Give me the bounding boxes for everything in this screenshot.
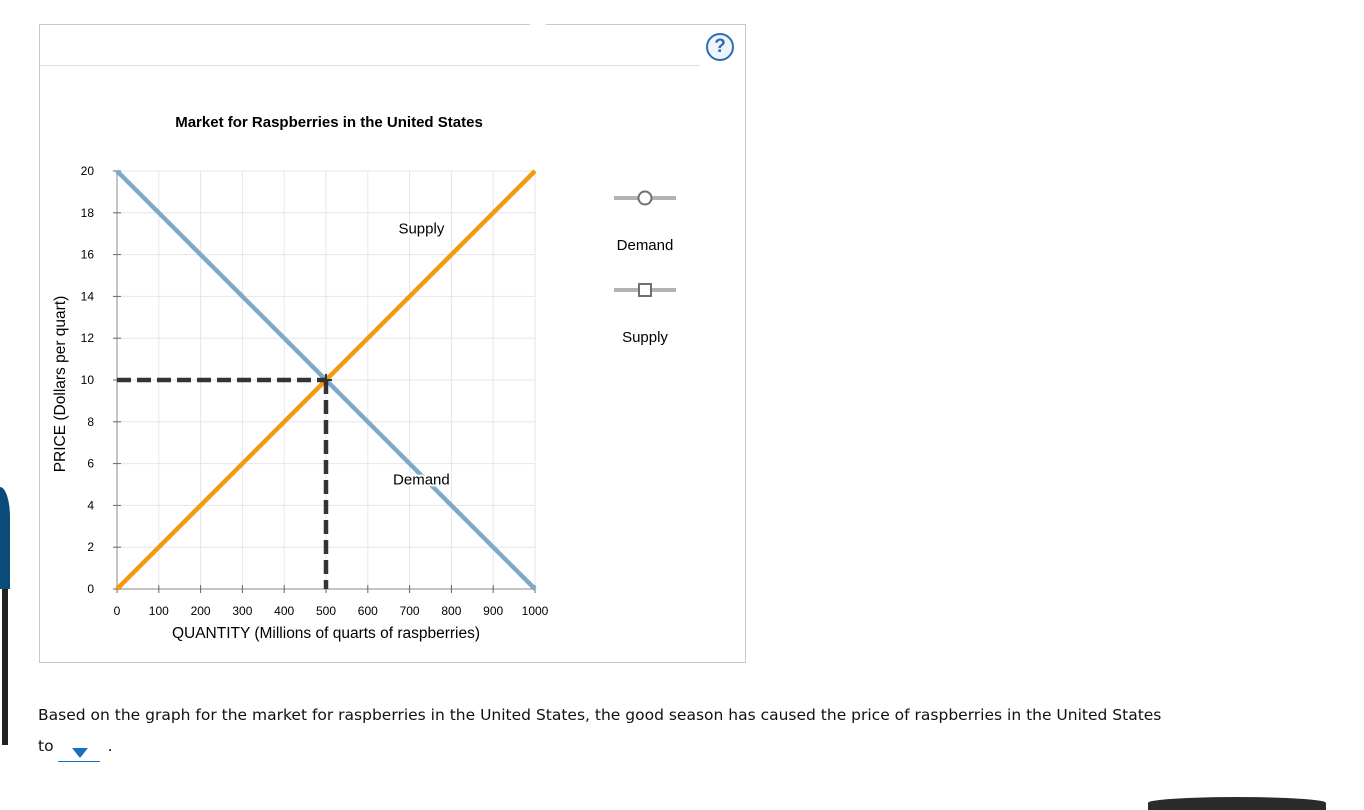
y-axis-label: PRICE (Dollars per quart) [52,295,69,473]
dropdown-caret-icon [72,748,88,758]
y-tick-label-8: 8 [87,414,94,429]
x-tick-label-800: 800 [441,604,462,618]
supply-curve-label: Supply [398,220,445,238]
bottom-edge-shadow [1148,797,1326,810]
x-tick-label-100: 100 [148,604,169,618]
x-tick-label-900: 900 [483,604,504,618]
x-tick-label-300: 300 [232,604,253,618]
help-icon[interactable]: ? [706,33,734,61]
x-tick-label-200: 200 [190,604,211,618]
y-tick-label-0: 0 [87,582,94,596]
x-tick-label-700: 700 [399,604,420,618]
legend-demand-tool[interactable] [614,192,676,205]
circle-marker-icon [639,192,652,205]
y-tick-label-4: 4 [87,498,94,513]
y-tick-label-14: 14 [80,289,94,304]
demand-curve-label: Demand [393,471,450,489]
y-tick-label-12: 12 [80,331,94,346]
y-tick-label-6: 6 [87,456,94,471]
chart-legend [614,192,676,347]
y-tick-label-10: 10 [80,373,94,387]
x-axis-label: QUANTITY (Millions of quarts of raspberries) [171,625,481,642]
y-tick-label-20: 20 [80,164,94,178]
x-tick-label-1000: 1000 [521,604,549,618]
legend-demand-label: Demand [616,237,674,254]
x-tick-label-600: 600 [357,604,378,618]
x-tick-label-500: 500 [315,604,337,618]
x-tick-label-0: 0 [113,604,121,618]
x-tick-label-400: 400 [274,604,295,618]
legend-supply-tool[interactable] [614,284,676,296]
chart-title: Market for Raspberries in the United States [175,114,483,131]
y-tick-label-18: 18 [80,205,94,220]
square-marker-icon [639,284,651,296]
y-tick-label-16: 16 [80,247,94,262]
question-text-block [38,700,1238,762]
y-tick-label-2: 2 [87,540,94,555]
question-prefix: to [38,737,54,755]
question-text: Based on the graph for the market for raspberries in the United States, the good season has caused the price of raspberries in the United States [38,706,1162,724]
legend-supply-label: Supply [622,329,668,346]
price-change-dropdown[interactable] [58,743,100,762]
question-suffix: . [107,737,113,755]
